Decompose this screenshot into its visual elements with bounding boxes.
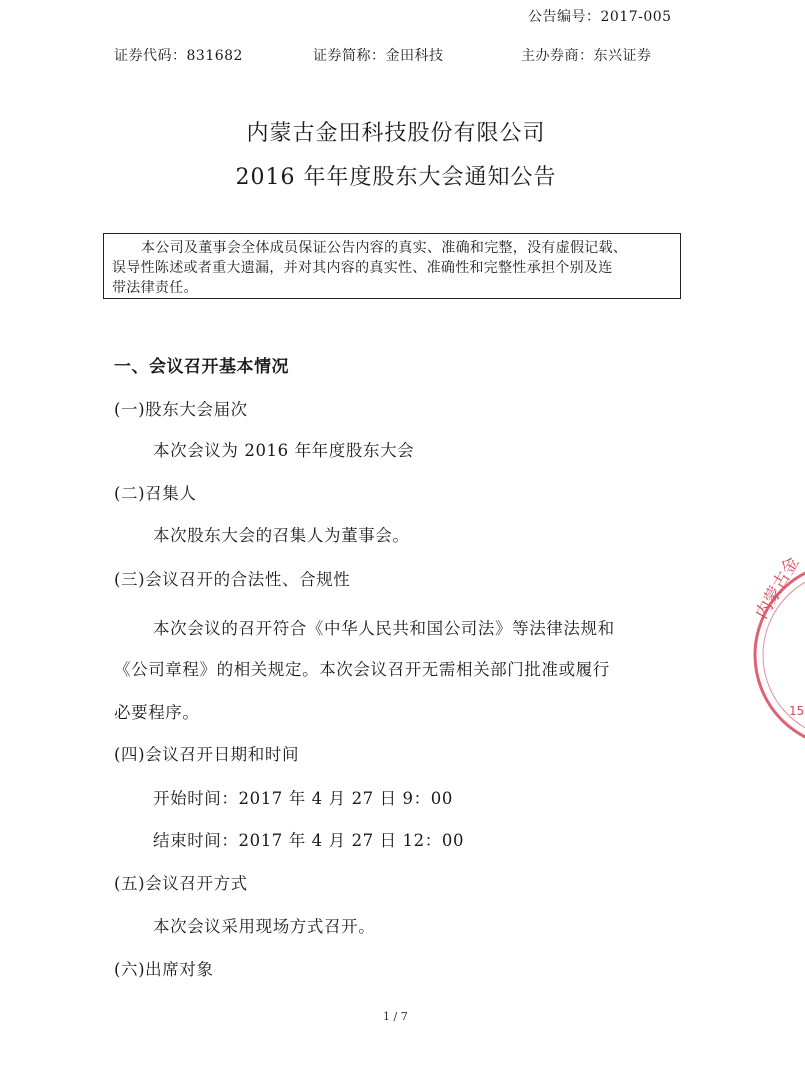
subsection-3-body-2: 《公司章程》的相关规定。本次会议召开无需相关部门批准或履行 <box>114 660 610 679</box>
subsection-2-body: 本次股东大会的召集人为董事会。 <box>153 526 410 545</box>
end-time: 结束时间：2017 年 4 月 27 日 12：00 <box>153 831 465 850</box>
sponsor-broker: 主办券商：东兴证券 <box>521 48 652 64</box>
svg-text:15: 15 <box>789 704 805 718</box>
subsection-2-title: (二)召集人 <box>114 484 197 503</box>
page-number: 1 / 7 <box>383 1010 408 1023</box>
company-seal <box>735 553 805 730</box>
subsection-3-body-1: 本次会议的召开符合《中华人民共和国公司法》等法律法规和 <box>153 619 615 638</box>
stock-abbreviation: 证券简称：金田科技 <box>313 48 444 64</box>
subsection-4-title: (四)会议召开日期和时间 <box>114 745 300 764</box>
svg-text:内蒙古金: 内蒙古金 <box>752 553 804 623</box>
company-title: 内蒙古金田科技股份有限公司 <box>246 121 546 146</box>
announcement-number: 公告编号：2017-005 <box>528 9 672 25</box>
stock-code: 证券代码：831682 <box>114 48 243 64</box>
disclaimer-line-2: 误导性陈述或者重大遗漏，并对其内容的真实性、准确性和完整性承担个别及连 <box>112 260 613 276</box>
subsection-1-body: 本次会议为 2016 年年度股东大会 <box>153 441 415 460</box>
subsection-3-body-3: 必要程序。 <box>114 703 200 722</box>
subsection-6-title: (六)出席对象 <box>114 960 214 979</box>
document-title: 2016 年年度股东大会通知公告 <box>235 165 557 190</box>
subsection-5-body: 本次会议采用现场方式召开。 <box>153 917 376 936</box>
section-heading: 一、会议召开基本情况 <box>114 357 289 377</box>
disclaimer-line-3: 带法律责任。 <box>112 280 198 296</box>
subsection-5-title: (五)会议召开方式 <box>114 874 248 893</box>
subsection-1-title: (一)股东大会届次 <box>114 400 248 419</box>
start-time: 开始时间：2017 年 4 月 27 日 9：00 <box>153 789 453 808</box>
subsection-3-title: (三)会议召开的合法性、合规性 <box>114 570 351 589</box>
disclaimer-line-1: 本公司及董事会全体成员保证公告内容的真实、准确和完整，没有虚假记载、 <box>141 240 628 256</box>
